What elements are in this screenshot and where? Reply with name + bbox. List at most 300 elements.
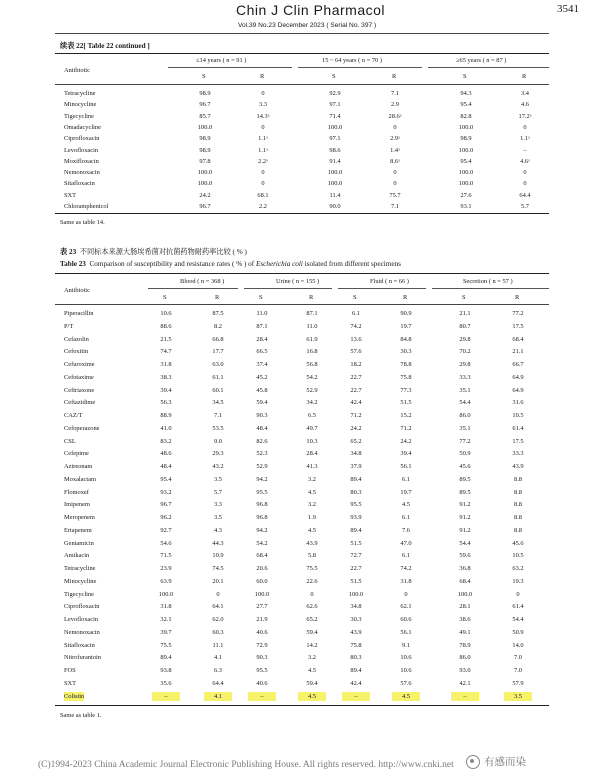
- watermark: [466, 754, 526, 769]
- table-cell: 0: [261, 90, 265, 97]
- table-cell: 10.5: [512, 552, 524, 560]
- table-row: [0, 551, 591, 560]
- sub-header-s: S: [353, 294, 357, 301]
- table-cell: 88.6: [160, 322, 172, 330]
- table-cell: 56.1: [400, 628, 412, 636]
- table-cell: 75.5: [306, 565, 318, 572]
- table-cell: 1.9: [308, 514, 316, 521]
- table-cell: 65.2: [350, 437, 362, 445]
- table-cell: 49.7: [306, 424, 318, 432]
- table-cell: 11.0: [256, 310, 268, 317]
- antibiotic-name: Cefoperazone: [64, 424, 100, 432]
- table-cell: 27.7: [256, 603, 268, 611]
- table-cell: 45.8: [256, 386, 268, 394]
- table-cell: 87.1: [256, 322, 268, 330]
- table-cell: 96.2: [160, 514, 172, 521]
- table-cell: 4.5: [308, 667, 316, 674]
- sub-header-r: R: [403, 294, 408, 301]
- table-cell: 41.3: [306, 463, 318, 470]
- table-cell: 97.1: [329, 135, 341, 143]
- table-cell: 97.8: [199, 157, 211, 165]
- table-row: [0, 462, 591, 471]
- table-cell: 3.3: [214, 501, 222, 509]
- table-cell: 20.1: [212, 577, 224, 585]
- table-cell: 72.9: [256, 641, 268, 649]
- table-row: [0, 309, 591, 318]
- table-cell: 19.7: [400, 488, 412, 496]
- table-cell: 42.1: [459, 679, 471, 687]
- table-cell: 14.0: [512, 641, 524, 649]
- table-cell: 77.2: [512, 310, 524, 317]
- table-cell: 21.1: [459, 310, 471, 317]
- antibiotic-name: Imipenem: [64, 501, 90, 509]
- table-cell: 7.1: [391, 203, 399, 210]
- table-row: [0, 437, 591, 446]
- journal-title: Chin J Clin Pharmacol: [236, 2, 385, 18]
- table-cell: 6.3: [214, 667, 222, 674]
- antibiotic-name: Levofloxacin: [64, 616, 99, 623]
- table-cell: 89.5: [459, 475, 471, 483]
- table-row: [0, 475, 591, 484]
- table-cell: 52.9: [306, 386, 318, 394]
- table-cell: 1.1ᵃ: [258, 135, 268, 143]
- table-cell: 0: [261, 169, 265, 177]
- table-cell: 2.2: [259, 203, 267, 210]
- table-cell: 91.4: [329, 157, 341, 165]
- table-row: [0, 347, 591, 356]
- table-row: [0, 488, 591, 497]
- table-row: [0, 641, 591, 650]
- table-cell: 89.4: [350, 667, 362, 674]
- table-cell: 100.0: [458, 169, 474, 177]
- antibiotic-name: FOS: [64, 667, 76, 674]
- table-cell: 89.5: [459, 488, 471, 496]
- table-cell: 6.1: [402, 475, 410, 483]
- table-cell: 17.2ᵃ: [518, 112, 532, 120]
- table-cell: 84.8: [400, 335, 412, 343]
- antibiotic-name: Cefazolin: [64, 335, 89, 343]
- table-cell: 56.1: [400, 463, 412, 470]
- table-cell: 100.0: [457, 590, 473, 598]
- table-row: [0, 123, 591, 132]
- table23-caption-cn-text: 不同标本来源大肠埃希菌对抗菌药物耐药率比较 ( % ): [79, 248, 247, 256]
- table-cell: 31.6: [512, 399, 524, 407]
- table-cell: 41.0: [160, 424, 172, 432]
- antibiotic-name: Cefotaxime: [64, 373, 94, 381]
- table-row: [0, 134, 591, 143]
- antibiotic-name: CAZ/T: [64, 412, 83, 419]
- table-cell: 28.4: [256, 335, 268, 343]
- page-number: 3541: [557, 3, 579, 15]
- sub-header-r: R: [309, 294, 314, 301]
- table-cell: 100.0: [197, 123, 213, 131]
- table-cell: 56.3: [160, 399, 172, 407]
- table23-header-rule: [55, 304, 549, 305]
- table23-caption-cn: [60, 247, 247, 257]
- antibiotic-name: Tigecycline: [64, 112, 94, 120]
- table-cell: 91.2: [459, 501, 471, 509]
- table-cell: 29.3: [212, 450, 224, 458]
- table-cell: 68.4: [459, 577, 471, 585]
- table-cell: 29.8: [459, 361, 471, 368]
- table-cell: 93.8: [160, 667, 172, 674]
- table-cell: 89.4: [350, 475, 362, 483]
- table-cell: 43.9: [306, 539, 318, 547]
- table-cell: 6.1: [402, 514, 410, 521]
- table-cell: 8.8: [514, 501, 522, 509]
- table-cell: 71.4: [329, 112, 341, 120]
- table-cell: 3.2: [308, 654, 316, 662]
- table-row: [0, 322, 591, 331]
- table-cell: 91.2: [459, 526, 471, 534]
- table23-caption-en-label: Table 23: [60, 260, 86, 268]
- table-row: [0, 191, 591, 200]
- table-cell: 61.4: [512, 424, 524, 432]
- table-cell: 85.7: [199, 112, 211, 120]
- sub-header-s: S: [463, 73, 467, 80]
- sub-header-s: S: [163, 294, 167, 301]
- table-cell: 44.3: [212, 539, 224, 547]
- antibiotic-name: Ciprofloxacin: [64, 603, 100, 611]
- table-cell: 54.4: [459, 399, 471, 407]
- table-cell: 87.1: [306, 310, 318, 317]
- table-cell: 95.5: [256, 667, 268, 674]
- table-row: [0, 411, 591, 420]
- table-cell: 75.7: [389, 191, 401, 199]
- table-cell: 7.1: [214, 412, 222, 419]
- volume-line: Vol.39 No.23 December 2023 ( Serial No. 397 ): [238, 22, 377, 29]
- table22-top-rule: [55, 53, 549, 54]
- table22-note: Same as table 14.: [60, 219, 105, 226]
- table-cell: 7.0: [514, 654, 522, 662]
- table-cell: 48.6: [160, 450, 172, 458]
- table-row: [0, 157, 591, 166]
- table-cell: 28.4: [306, 450, 318, 458]
- table-cell: 31.8: [160, 603, 172, 611]
- table22-caption-en: [ Table 22 continued ]: [83, 42, 150, 50]
- table22-group-rule: [428, 67, 549, 68]
- table-cell: 15.2: [400, 412, 412, 419]
- table-cell: 80.3: [350, 488, 362, 496]
- table-cell: 7.0: [514, 667, 522, 674]
- table-row: [0, 424, 591, 433]
- table-cell: 66.7: [512, 361, 524, 368]
- table-row: [0, 615, 591, 624]
- table-row: [0, 602, 591, 611]
- table-cell: 38.3: [160, 373, 172, 381]
- antibiotic-name: Tigecycline: [64, 590, 94, 598]
- copyright-footer: (C)1994-2023 China Academic Journal Electronic Publishing House. All rights reserved. http://www.cnki.net: [38, 760, 454, 770]
- antibiotic-name: Minocycline: [64, 101, 97, 109]
- table-cell: 90.3: [256, 412, 268, 419]
- table-cell: 2.9ᵃ: [390, 135, 400, 143]
- table-cell: 11.4: [329, 191, 341, 199]
- table-cell: 32.1: [160, 616, 172, 623]
- table-cell: 53.5: [212, 424, 224, 432]
- table-cell: 4.1: [204, 692, 232, 701]
- table-cell: 3.2: [308, 475, 316, 483]
- table-row: [0, 526, 591, 535]
- table23-caption-species: Escherichia coli: [255, 260, 303, 268]
- table-row: [0, 539, 591, 548]
- table23-group-rule: [244, 288, 332, 289]
- antibiotic-name: Moxifloxacin: [64, 157, 99, 165]
- antibiotic-name: Ciprofloxacin: [64, 135, 100, 143]
- table-cell: 42.4: [350, 399, 362, 407]
- table-cell: 93.2: [160, 488, 172, 496]
- table22-antibiotic-header: Antibiotic: [64, 67, 90, 74]
- antibiotic-name: SXT: [64, 191, 77, 199]
- table23-group-rule: [432, 288, 549, 289]
- table-cell: 34.2: [306, 399, 318, 407]
- table22-group-header: ≤14 years ( n = 91 ): [196, 57, 247, 64]
- table-cell: 98.9: [460, 135, 472, 143]
- antibiotic-name: Tetracycline: [64, 90, 96, 97]
- table-cell: 100.0: [197, 169, 213, 177]
- table22-group-header: 15 ~ 64 years ( n = 70 ): [322, 57, 382, 64]
- table-cell: 4.6: [521, 101, 529, 109]
- table-cell: 96.7: [199, 101, 211, 109]
- table-cell: 8.8: [514, 526, 522, 534]
- table-cell: 40.6: [256, 628, 268, 636]
- table-cell: 86.0: [459, 412, 471, 419]
- antibiotic-name: Omadacycline: [64, 123, 101, 131]
- table-row: [0, 590, 591, 599]
- table-cell: 63.0: [212, 361, 224, 368]
- table-cell: 51.5: [400, 399, 412, 407]
- sub-header-r: R: [260, 73, 265, 80]
- antibiotic-name: Chloramphenicol: [64, 203, 109, 210]
- antibiotic-name: CSL: [64, 437, 76, 445]
- table-cell: 74.7: [160, 348, 172, 356]
- table-cell: 95.4: [460, 101, 472, 109]
- table22-caption: [60, 41, 150, 51]
- antibiotic-name: Ceftriaxone: [64, 386, 95, 394]
- table-cell: 14.2: [306, 641, 318, 649]
- table-cell: 87.5: [212, 310, 224, 317]
- table-row: [0, 335, 591, 344]
- table-cell: 45.2: [256, 373, 268, 381]
- table-cell: 4.5: [402, 501, 410, 509]
- table-row: [0, 679, 591, 688]
- sub-header-s: S: [202, 73, 206, 80]
- table23-note: Same as table 1.: [60, 712, 102, 719]
- table-cell: 7.6: [402, 526, 410, 534]
- table-cell: 11.0: [306, 322, 318, 330]
- table23-caption-cn-label: 表 23: [60, 248, 77, 256]
- table-cell: 88.9: [160, 412, 172, 419]
- table-cell: 92.7: [160, 526, 172, 534]
- table-cell: 1.1ᵃ: [258, 146, 268, 154]
- table-cell: 48.4: [160, 463, 172, 470]
- table-cell: 64.1: [212, 603, 224, 611]
- table-row: [0, 112, 591, 121]
- table-cell: 80.7: [459, 322, 471, 330]
- table-row: [0, 653, 591, 662]
- table-cell: 65.2: [306, 616, 318, 623]
- table-cell: 6.1: [352, 310, 360, 317]
- table-cell: 54.4: [459, 539, 471, 547]
- antibiotic-name: Gentamicin: [64, 539, 94, 547]
- wechat-icon: [466, 755, 480, 769]
- table-cell: 51.5: [350, 577, 362, 585]
- antibiotic-name: Meropenem: [64, 514, 95, 521]
- table-cell: 45.6: [459, 463, 471, 470]
- table-cell: 96.8: [256, 501, 268, 509]
- table-cell: 48.4: [256, 424, 268, 432]
- table-row: [0, 386, 591, 395]
- table-cell: 43.2: [212, 463, 224, 470]
- table-cell: 43.9: [512, 463, 524, 470]
- table-cell: 82.8: [460, 112, 472, 120]
- table-cell: 13.6: [350, 335, 362, 343]
- table-cell: 57.6: [400, 679, 412, 687]
- table-cell: 30.3: [400, 348, 412, 356]
- table-cell: 68.1: [257, 191, 269, 199]
- table-cell: 95.5: [256, 488, 268, 496]
- table-cell: 66.8: [212, 335, 224, 343]
- table-cell: 50.9: [459, 450, 471, 458]
- table-cell: 33.3: [512, 450, 524, 458]
- table-cell: 0: [393, 169, 397, 177]
- table-cell: 63.2: [512, 565, 524, 572]
- table-cell: 98.6: [329, 146, 341, 154]
- table-cell: 35.6: [160, 679, 172, 687]
- table-row: [0, 692, 591, 701]
- antibiotic-name: Piperacillin: [64, 310, 94, 317]
- antibiotic-name: Sitafloxacin: [64, 641, 95, 649]
- table-cell: 59.4: [256, 399, 268, 407]
- antibiotic-name: P/T: [64, 322, 74, 330]
- table-cell: 100.0: [327, 123, 343, 131]
- table-cell: 63.9: [160, 577, 172, 585]
- table-cell: 24.2: [400, 437, 412, 445]
- table-cell: 61.9: [306, 335, 318, 343]
- table-cell: 92.9: [329, 90, 341, 97]
- table-cell: 3.5: [214, 514, 222, 521]
- table-cell: 4.6ᵃ: [520, 157, 530, 165]
- table22-group-header: ≥65 years ( n = 87 ): [456, 57, 507, 64]
- table-cell: 100.0: [458, 180, 474, 188]
- table-cell: 0: [523, 169, 527, 177]
- table-cell: 4.5: [308, 526, 316, 534]
- table-cell: 39.4: [400, 450, 412, 458]
- table-cell: 96.7: [199, 203, 211, 210]
- table-cell: –: [342, 692, 370, 701]
- table-cell: 28.1: [459, 603, 471, 611]
- table-cell: 0: [393, 180, 397, 188]
- table-cell: 4.5: [298, 692, 326, 701]
- table-cell: 0: [261, 123, 265, 131]
- antibiotic-name: Cefepime: [64, 450, 89, 458]
- table-cell: 78.9: [459, 641, 471, 649]
- table-cell: –: [248, 692, 276, 701]
- table23-top-rule: [55, 273, 549, 274]
- table-cell: 90.3: [256, 654, 268, 662]
- table-cell: 8.8: [514, 488, 522, 496]
- table-cell: 11.1: [212, 641, 224, 649]
- table-cell: 71.5: [160, 552, 172, 560]
- table-row: [0, 168, 591, 177]
- table-cell: 51.5: [350, 539, 362, 547]
- watermark-text: 有感而染: [484, 756, 526, 768]
- table-cell: 90.9: [400, 310, 412, 317]
- table23-group-header: Fluid ( n = 66 ): [370, 278, 409, 285]
- table-cell: 0: [523, 123, 527, 131]
- table-cell: 5.7: [214, 488, 222, 496]
- antibiotic-name: Minocycline: [64, 577, 97, 585]
- table-row: [0, 100, 591, 109]
- table-row: [0, 628, 591, 637]
- table-cell: 9.0: [214, 437, 222, 445]
- table-cell: 89.4: [350, 526, 362, 534]
- table-cell: 0: [216, 590, 220, 598]
- table-cell: 94.3: [460, 90, 472, 97]
- antibiotic-name: Nitrofurantoin: [64, 654, 101, 662]
- table-cell: 39.7: [160, 628, 172, 636]
- table-cell: 6.1: [402, 552, 410, 560]
- sub-header-r: R: [392, 73, 397, 80]
- table-cell: 100.0: [458, 123, 474, 131]
- table23-group-header: Secretion ( n = 57 ): [463, 278, 513, 285]
- table-cell: 20.6: [256, 565, 268, 572]
- table-cell: 49.1: [459, 628, 471, 636]
- table-cell: 77.3: [400, 386, 412, 394]
- table-row: [0, 179, 591, 188]
- table-cell: 52.9: [256, 463, 268, 470]
- table-cell: 27.6: [460, 191, 472, 199]
- table-cell: 3.4: [521, 90, 529, 97]
- table-cell: 3.5: [504, 692, 532, 701]
- table-cell: 2.2ᵃ: [258, 157, 268, 165]
- table-cell: 71.2: [350, 412, 362, 419]
- table-cell: 22.6: [306, 577, 318, 585]
- table-cell: 6.5: [308, 412, 316, 419]
- table-row: [0, 146, 591, 155]
- table22-bottom-rule: [55, 213, 549, 214]
- antibiotic-name: Amikacin: [64, 552, 90, 560]
- table-cell: 100.0: [348, 590, 364, 598]
- table-cell: 54.2: [306, 373, 318, 381]
- table-cell: 89.4: [160, 654, 172, 662]
- table-cell: 64.4: [212, 679, 224, 687]
- table-cell: 96.7: [160, 501, 172, 509]
- table-cell: 61.1: [212, 373, 224, 381]
- table-cell: 10.3: [306, 437, 318, 445]
- table-cell: 10.5: [512, 412, 524, 419]
- antibiotic-name: Nemonoxacin: [64, 628, 100, 636]
- table22-group-rule: [298, 67, 422, 68]
- table-cell: 100.0: [458, 146, 474, 154]
- table-row: [0, 202, 591, 211]
- table-row: [0, 666, 591, 675]
- table-cell: 62.0: [212, 616, 224, 623]
- table-cell: 22.7: [350, 565, 362, 572]
- table-cell: 68.4: [256, 552, 268, 560]
- sub-header-s: S: [332, 73, 336, 80]
- table-cell: 77.2: [459, 437, 471, 445]
- table-row: [0, 500, 591, 509]
- table-cell: 68.4: [512, 335, 524, 343]
- table-cell: 75.8: [400, 373, 412, 381]
- table-cell: 59.6: [459, 552, 471, 560]
- table-cell: 64.9: [512, 386, 524, 394]
- table-cell: 90.0: [329, 203, 341, 210]
- table-cell: 75.8: [350, 641, 362, 649]
- table-cell: 28.6ᵃ: [388, 112, 402, 120]
- table23-caption-en: [60, 260, 401, 268]
- table-cell: 4.3: [214, 526, 222, 534]
